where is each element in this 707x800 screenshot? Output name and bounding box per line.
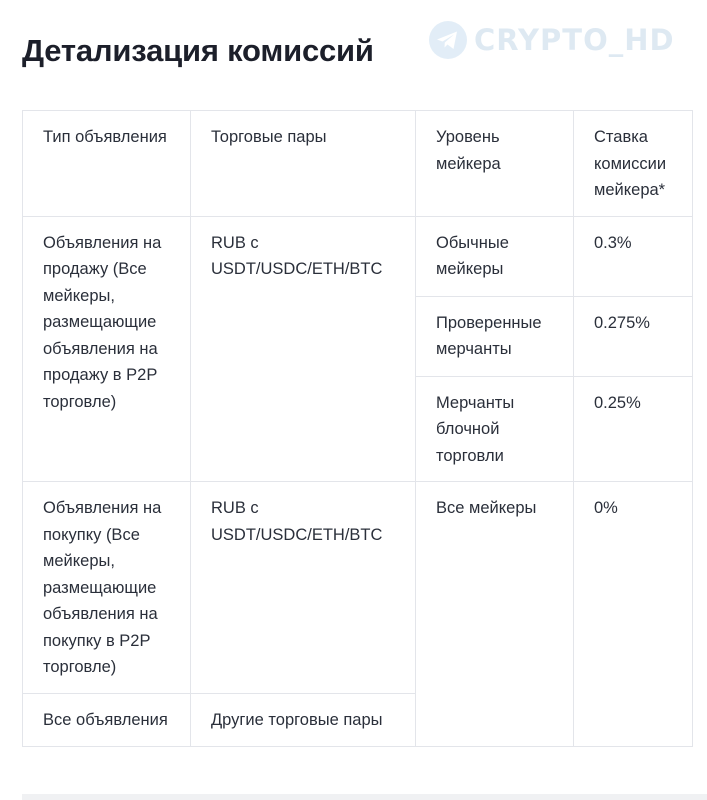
page-title: Детализация комиссий: [22, 32, 374, 68]
maker-rate-cell: 0.275%: [574, 296, 693, 376]
telegram-icon: [428, 20, 468, 60]
buy-rate-cell: 0%: [574, 482, 693, 747]
sell-pairs-cell: RUB с USDT/USDC/ETH/BTC: [191, 216, 416, 482]
buy-level-cell: Все мейкеры: [416, 482, 574, 747]
maker-level-cell: Мерчанты блочной торговли: [416, 376, 574, 482]
commission-table: [22, 110, 693, 747]
buy-pairs-cell: RUB с USDT/USDC/ETH/BTC: [191, 482, 416, 694]
all-pairs-cell: Другие торговые пары: [191, 693, 416, 747]
header-pairs: Торговые пары: [191, 111, 416, 217]
sell-type-cell: Объявления на продажу (Все мейкеры, размещающие объявления на продажу в P2P торговле): [23, 216, 191, 482]
table-header-row: [23, 111, 693, 217]
table-row: [23, 216, 693, 296]
all-type-cell: Все объявления: [23, 693, 191, 747]
header-rate: Ставка комиссии мейкера*: [574, 111, 693, 217]
maker-rate-cell: 0.3%: [574, 216, 693, 296]
header-type: Тип объявления: [23, 111, 191, 217]
buy-type-cell: Объявления на покупку (Все мейкеры, размещающие объявления на покупку в P2P торговле): [23, 482, 191, 694]
maker-level-cell: Проверенные мерчанты: [416, 296, 574, 376]
watermark: [428, 20, 675, 60]
maker-level-cell: Обычные мейкеры: [416, 216, 574, 296]
watermark-text: CRYPTO_HD: [474, 23, 675, 57]
maker-rate-cell: 0.25%: [574, 376, 693, 482]
table-row: [23, 482, 693, 694]
header-level: Уровень мейкера: [416, 111, 574, 217]
bottom-divider: [22, 794, 707, 800]
